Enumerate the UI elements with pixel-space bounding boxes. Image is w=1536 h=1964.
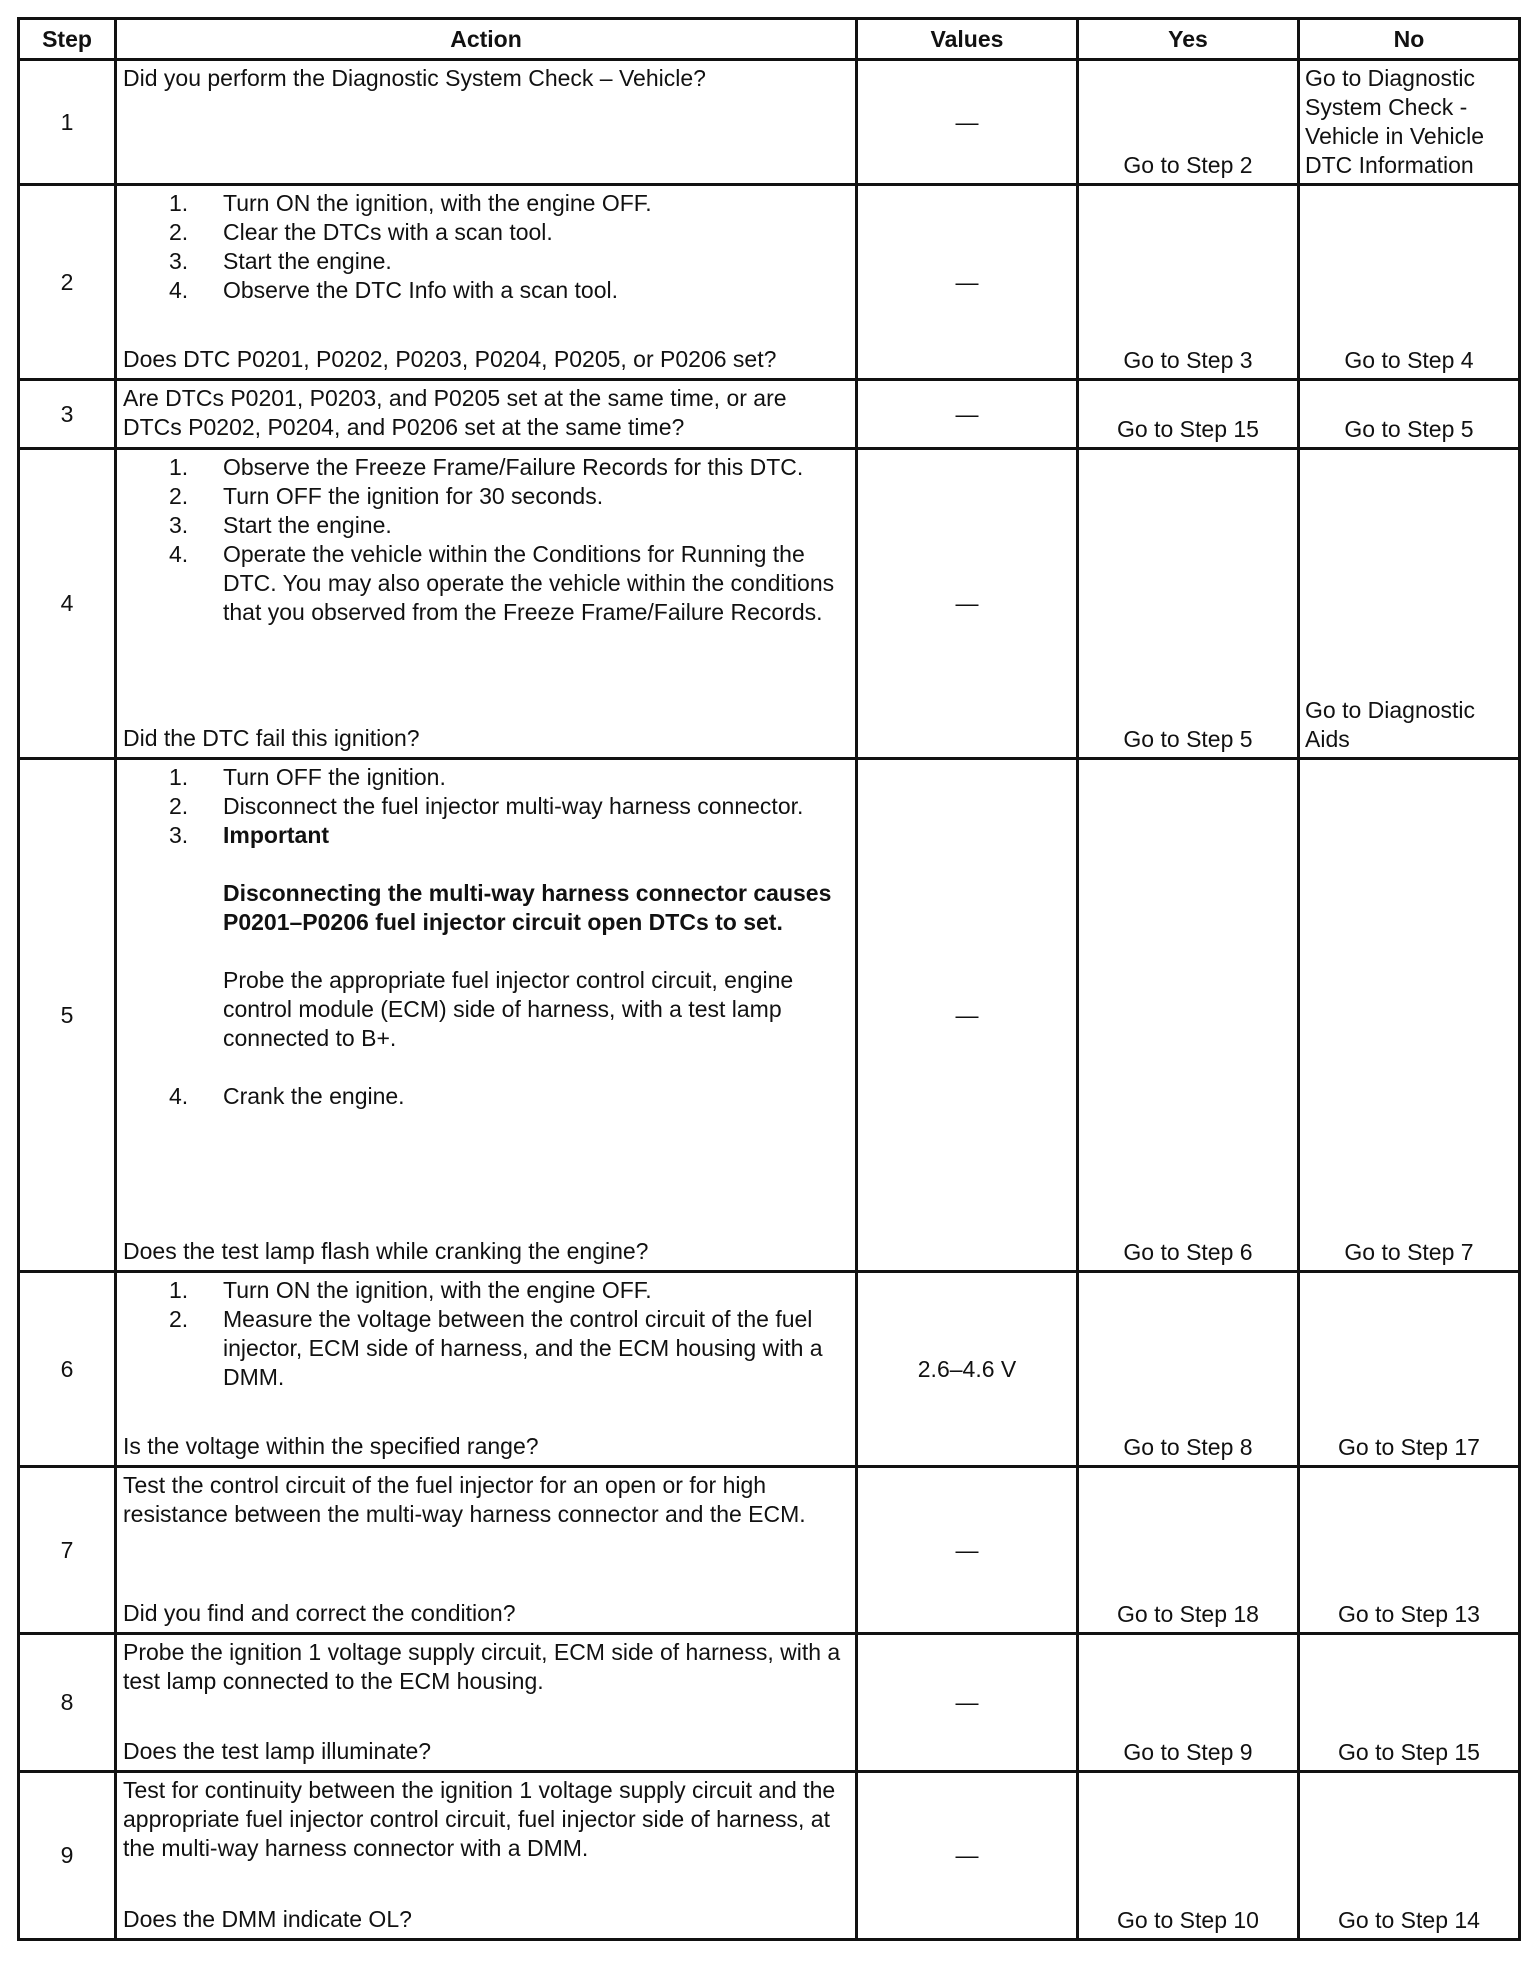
header-values: Values (857, 19, 1078, 60)
action-text: Test the control circuit of the fuel injector for an open or for high resistance between the multi-way harness connector and the ECM. (123, 1472, 806, 1527)
action-question: Did you find and correct the condition? (123, 1600, 516, 1626)
list-item: 4. Observe the DTC Info with a scan tool. (169, 277, 619, 303)
header-no: No (1299, 19, 1520, 60)
table-row (19, 1467, 1520, 1634)
action-cell (116, 185, 857, 380)
action-question: Does the DMM indicate OL? (123, 1906, 412, 1932)
action-cell (116, 759, 857, 1272)
table-row (19, 380, 1520, 449)
action-cell (116, 380, 857, 449)
list-item: 1. Turn ON the ignition, with the engine OFF. (169, 1277, 652, 1303)
step-number: 5 (19, 759, 116, 1272)
step-number: 3 (19, 380, 116, 449)
header-yes: Yes (1078, 19, 1299, 60)
header-action: Action (116, 19, 857, 60)
action-cell (116, 1634, 857, 1772)
list-item: 4. Crank the engine. (169, 1083, 405, 1109)
diagnostic-table (17, 17, 1521, 1941)
list-item: 1. Observe the Freeze Frame/Failure Records for this DTC. (169, 454, 804, 480)
yes-cell: Go to Step 8 (1078, 1272, 1299, 1467)
action-question: Is the voltage within the specified range? (123, 1433, 539, 1459)
yes-cell: Go to Step 3 (1078, 185, 1299, 380)
list-item: 3. Start the engine. (169, 512, 392, 538)
action-question: Does DTC P0201, P0202, P0203, P0204, P0205, or P0206 set? (123, 346, 777, 372)
table-row (19, 1634, 1520, 1772)
list-item: 2. Turn OFF the ignition for 30 seconds. (169, 483, 604, 509)
action-steps (123, 189, 849, 305)
action-question: Did the DTC fail this ignition? (123, 725, 420, 751)
step-number: 4 (19, 449, 116, 759)
probe-instruction: Probe the appropriate fuel injector control circuit, engine control module (ECM) side of harness, with a test lamp connected to B+. (223, 967, 794, 1051)
no-cell: Go to Step 7 (1299, 759, 1520, 1272)
value-cell: — (857, 1467, 1078, 1634)
action-question: Does the test lamp illuminate? (123, 1738, 432, 1764)
action-steps (123, 763, 849, 1111)
value-cell: — (857, 1772, 1078, 1940)
yes-cell: Go to Step 2 (1078, 60, 1299, 185)
header-row (19, 19, 1520, 60)
step-number: 6 (19, 1272, 116, 1467)
value-cell: — (857, 60, 1078, 185)
table-row (19, 759, 1520, 1272)
yes-cell: Go to Step 5 (1078, 449, 1299, 759)
step-number: 7 (19, 1467, 116, 1634)
step-number: 9 (19, 1772, 116, 1940)
value-cell: — (857, 759, 1078, 1272)
action-text: Test for continuity between the ignition 1 voltage supply circuit and the appropriate fuel injector control circuit, fuel injector side of harness, at the multi-way harness connector with a DMM. (123, 1777, 836, 1861)
action-cell (116, 60, 857, 185)
table-row (19, 185, 1520, 380)
header-step: Step (19, 19, 116, 60)
list-item: 2. Disconnect the fuel injector multi-way harness connector. (169, 793, 804, 819)
action-cell (116, 1272, 857, 1467)
value-cell: — (857, 380, 1078, 449)
step-number: 2 (19, 185, 116, 380)
yes-cell: Go to Step 10 (1078, 1772, 1299, 1940)
action-question: Are DTCs P0201, P0203, and P0205 set at the same time, or are DTCs P0202, P0204, and P0206 set at the same time? (123, 385, 787, 440)
important-note: Disconnecting the multi-way harness connector causes P0201–P0206 fuel injector circuit open DTCs to set. (223, 880, 832, 935)
action-cell (116, 1467, 857, 1634)
list-item: 2. Clear the DTCs with a scan tool. (169, 219, 553, 245)
list-item: 1. Turn ON the ignition, with the engine OFF. (169, 190, 652, 216)
table-row (19, 1272, 1520, 1467)
action-cell (116, 449, 857, 759)
action-text: Probe the ignition 1 voltage supply circuit, ECM side of harness, with a test lamp connected to the ECM housing. (123, 1639, 841, 1694)
table-row (19, 449, 1520, 759)
list-item: 4. Operate the vehicle within the Conditions for Running the DTC. You may also operate the vehicle within the conditions that you observed from the Freeze Frame/Failure Records. (169, 541, 835, 625)
no-cell: Go to Step 15 (1299, 1634, 1520, 1772)
no-cell: Go to Step 13 (1299, 1467, 1520, 1634)
list-item: 1. Turn OFF the ignition. (169, 764, 446, 790)
list-item: 2. Measure the voltage between the control circuit of the fuel injector, ECM side of harness, and the ECM housing with a DMM. (169, 1306, 823, 1390)
no-cell: Go to Step 4 (1299, 185, 1520, 380)
yes-cell: Go to Step 15 (1078, 380, 1299, 449)
no-cell: Go to Diagnostic Aids (1299, 449, 1520, 759)
action-question: Does the test lamp flash while cranking the engine? (123, 1238, 649, 1264)
action-cell (116, 1772, 857, 1940)
value-cell: — (857, 185, 1078, 380)
list-item: 3. Important Disconnecting the multi-way harness connector causes P0201–P0206 fuel injector circuit open DTCs to set. Probe the appropriate fuel injector control circuit, engine control module (ECM) side of harness, with a test lamp connected to B+. (123, 821, 849, 1053)
no-cell: Go to Step 14 (1299, 1772, 1520, 1940)
value-cell: 2.6–4.6 V (857, 1272, 1078, 1467)
table-row (19, 1772, 1520, 1940)
action-steps (123, 1276, 849, 1392)
action-question: Did you perform the Diagnostic System Check – Vehicle? (123, 65, 706, 91)
yes-cell: Go to Step 18 (1078, 1467, 1299, 1634)
value-cell: — (857, 1634, 1078, 1772)
no-cell: Go to Step 5 (1299, 380, 1520, 449)
value-cell: — (857, 449, 1078, 759)
no-cell: Go to Diagnostic System Check - Vehicle in Vehicle DTC Information (1299, 60, 1520, 185)
table-row (19, 60, 1520, 185)
step-number: 8 (19, 1634, 116, 1772)
yes-cell: Go to Step 6 (1078, 759, 1299, 1272)
step-number: 1 (19, 60, 116, 185)
no-cell: Go to Step 17 (1299, 1272, 1520, 1467)
yes-cell: Go to Step 9 (1078, 1634, 1299, 1772)
list-item: 3. Start the engine. (169, 248, 392, 274)
important-title: Important (223, 822, 330, 848)
action-steps (123, 453, 849, 627)
